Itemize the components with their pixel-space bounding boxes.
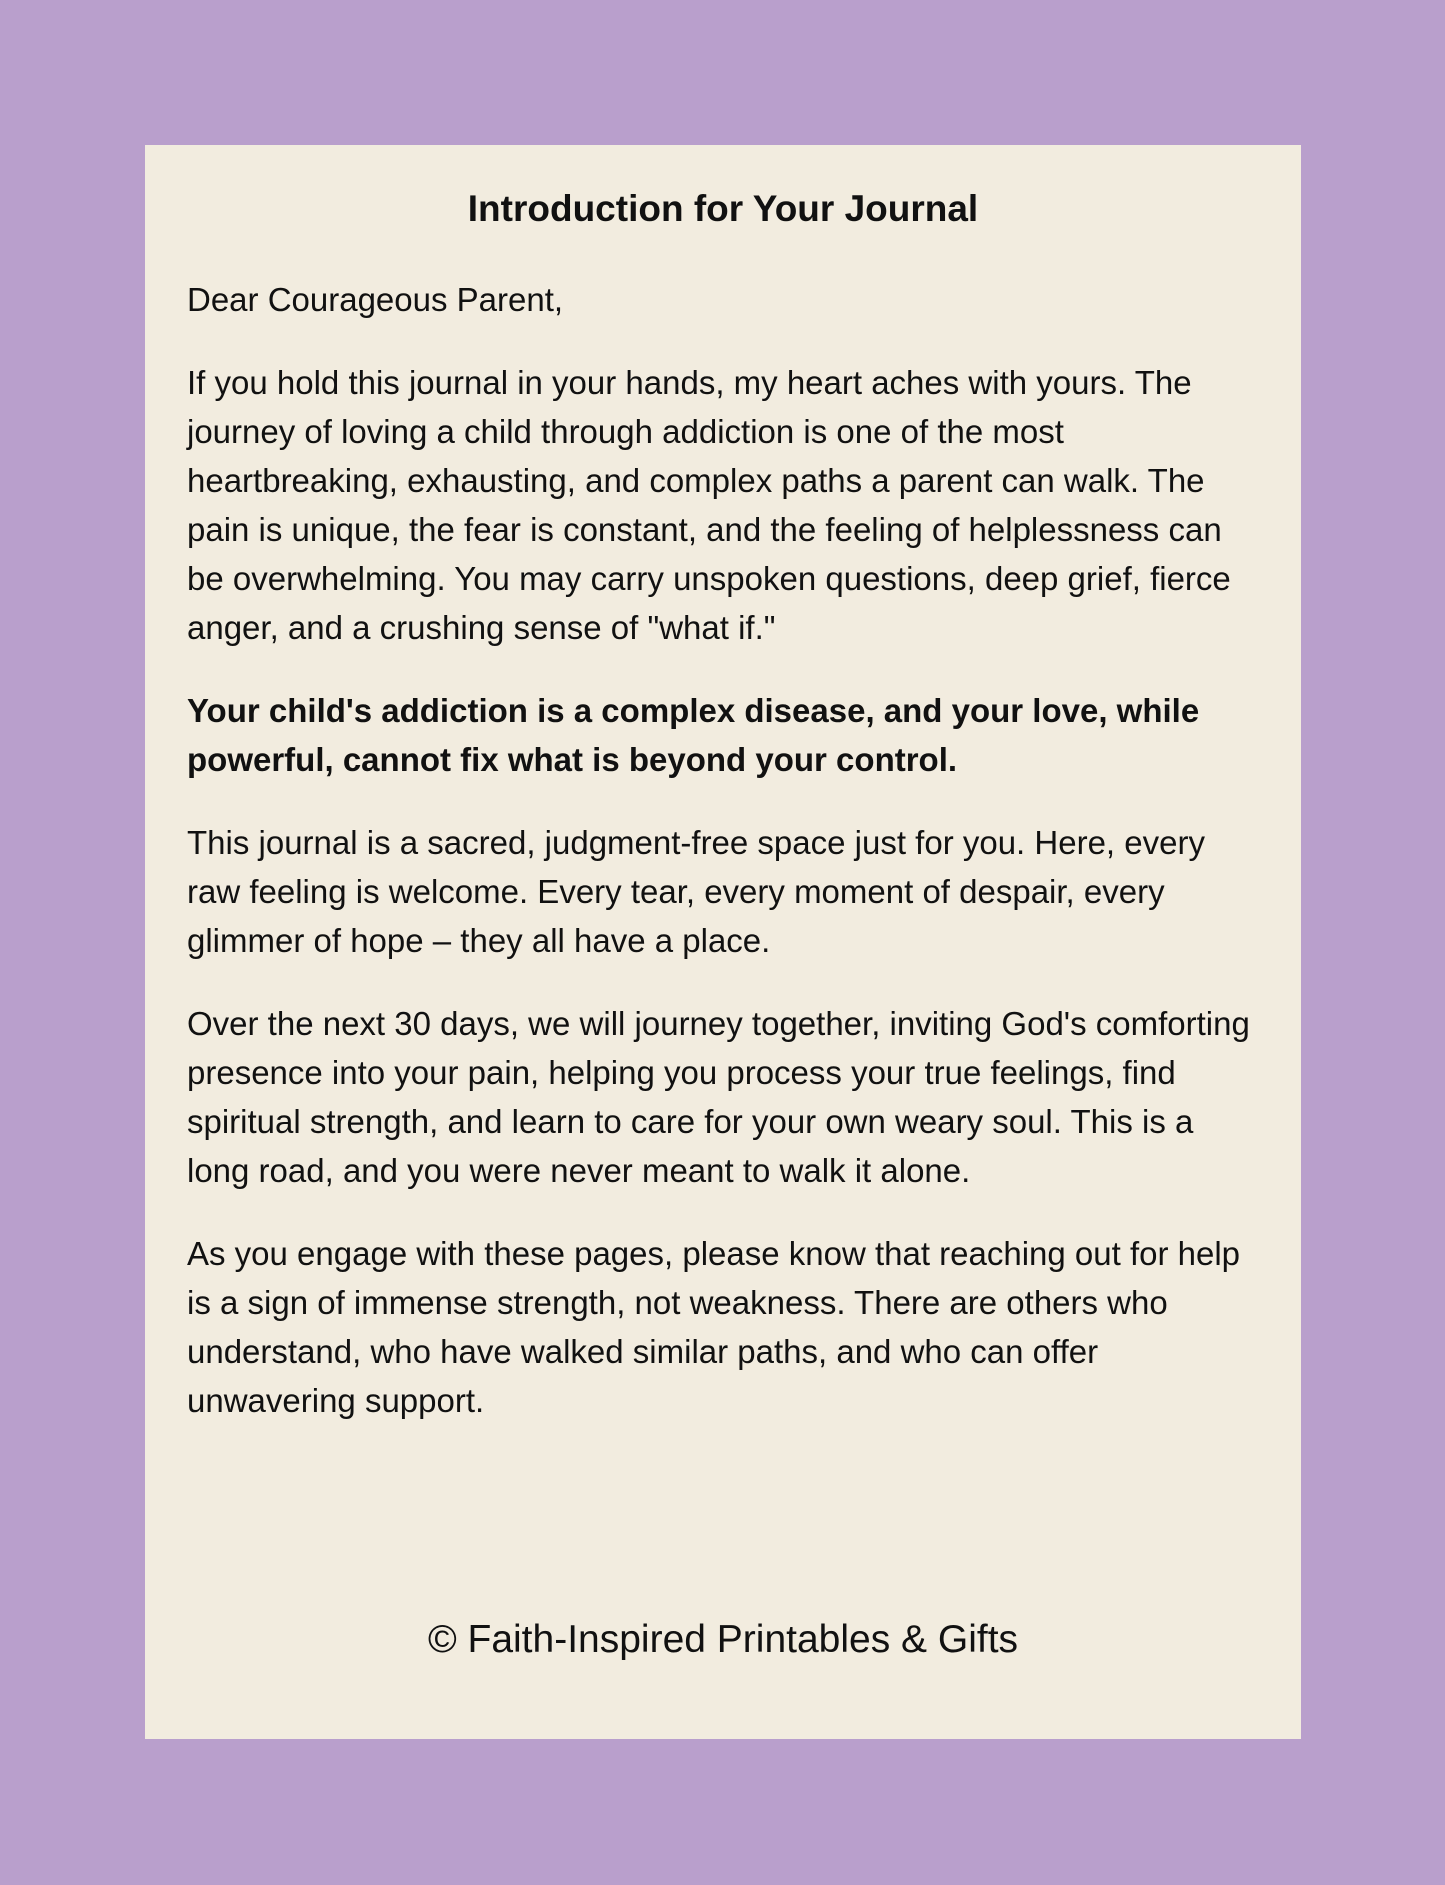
paragraph-safe-space: This journal is a sacred, judgment-free space just for you. Here, every raw feeling is welcome. Every tear, every moment of despair, every glimmer of hope – they all have a place. (187, 824, 1205, 959)
paragraph-30-days: Over the next 30 days, we will journey together, inviting God's comforting presence into your pain, helping you process your true feelings, find spiritual strength, and learn to care for your own weary soul. This is a long road, and you were never meant to walk it alone. (187, 1005, 1250, 1189)
letter-body (187, 275, 1259, 1459)
paragraph-emphasis: Your child's addiction is a complex disease, and your love, while powerful, cannot fix what is beyond your control. (187, 692, 1200, 778)
paragraph-intro: If you hold this journal in your hands, my heart aches with yours. The journey of loving a child through addiction is one of the most heartbreaking, exhausting, and complex paths a parent can walk. The pain is unique, the fear is constant, and the feeling of helplessness can be overwhelming. You may carry unspoken questions, deep grief, fierce anger, and a crushing sense of "what if." (187, 364, 1231, 646)
salutation: Dear Courageous Parent, (187, 281, 564, 318)
journal-page (145, 145, 1301, 1739)
copyright-footer: © Faith-Inspired Printables & Gifts (427, 1618, 1019, 1661)
page-title: Introduction for Your Journal (467, 188, 979, 229)
paragraph-reaching-out: As you engage with these pages, please know that reaching out for help is a sign of immense strength, not weakness. There are others who understand, who have walked similar paths, and who can offer unwavering support. (187, 1235, 1241, 1419)
